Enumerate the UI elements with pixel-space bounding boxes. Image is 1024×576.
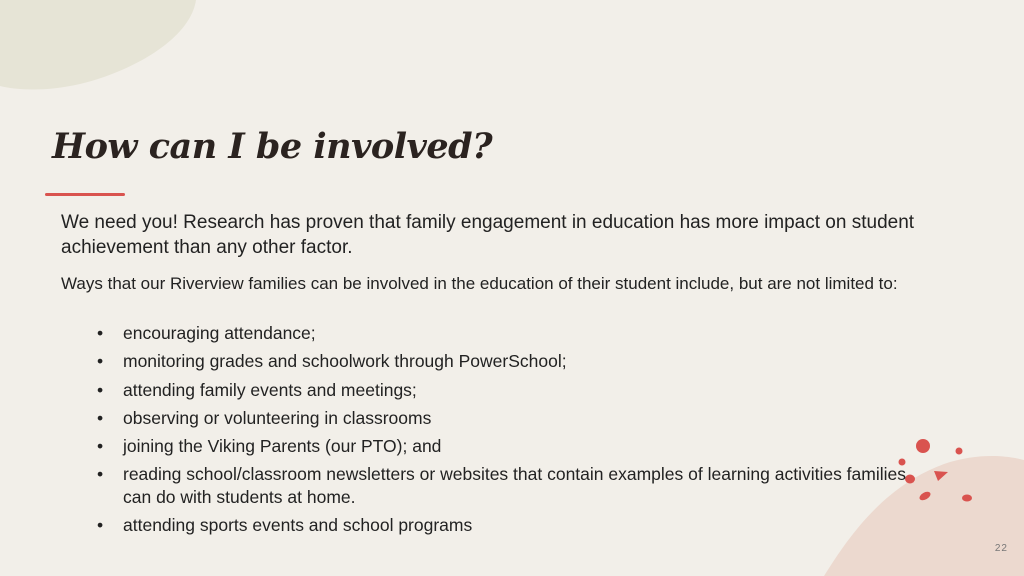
- bullet-dot-icon: •: [97, 515, 104, 536]
- ways-intro: Ways that our Riverview families can be involved in the education of their student include, but are not limited to:: [61, 274, 898, 293]
- bullet-item: [97, 350, 927, 373]
- bullet-dot-icon: •: [97, 379, 104, 400]
- bullet-dot-icon: •: [97, 407, 104, 428]
- bullet-dot-icon: •: [97, 323, 104, 343]
- bullet-item: [97, 435, 927, 458]
- title-underline: [45, 193, 125, 196]
- bullet-item: [97, 379, 927, 402]
- bullet-item: [97, 514, 927, 537]
- lead-paragraph: We need you! Research has proven that family engagement in education has more impact on student achievement than any other factor.: [61, 212, 915, 258]
- bullet-text: observing or volunteering in classrooms: [123, 407, 432, 428]
- slide-title: How can I be involved?: [52, 126, 493, 167]
- bullet-item: [97, 463, 927, 508]
- blob-shape: [0, 0, 196, 90]
- page-number: 22: [994, 543, 1008, 554]
- bullet-dot-icon: •: [97, 464, 104, 485]
- bullet-text: monitoring grades and schoolwork through PowerSchool;: [123, 351, 567, 372]
- bullet-item: [97, 322, 927, 345]
- bullet-text: encouraging attendance;: [123, 323, 316, 343]
- bullet-item: [97, 407, 927, 430]
- confetti-dot: [956, 448, 963, 455]
- bullet-dot-icon: •: [97, 436, 104, 457]
- confetti-dot: [962, 495, 972, 502]
- bullet-list: [97, 322, 927, 543]
- bullet-text: attending sports events and school programs: [123, 515, 473, 536]
- bullet-text: attending family events and meetings;: [123, 379, 417, 400]
- bullet-text: reading school/classroom newsletters or websites that contain examples of learning activities families can do with students at home.: [123, 464, 907, 507]
- bullet-dot-icon: •: [97, 351, 104, 372]
- bullet-text: joining the Viking Parents (our PTO); and: [123, 436, 442, 457]
- decorative-blob-top-left: [0, 0, 200, 100]
